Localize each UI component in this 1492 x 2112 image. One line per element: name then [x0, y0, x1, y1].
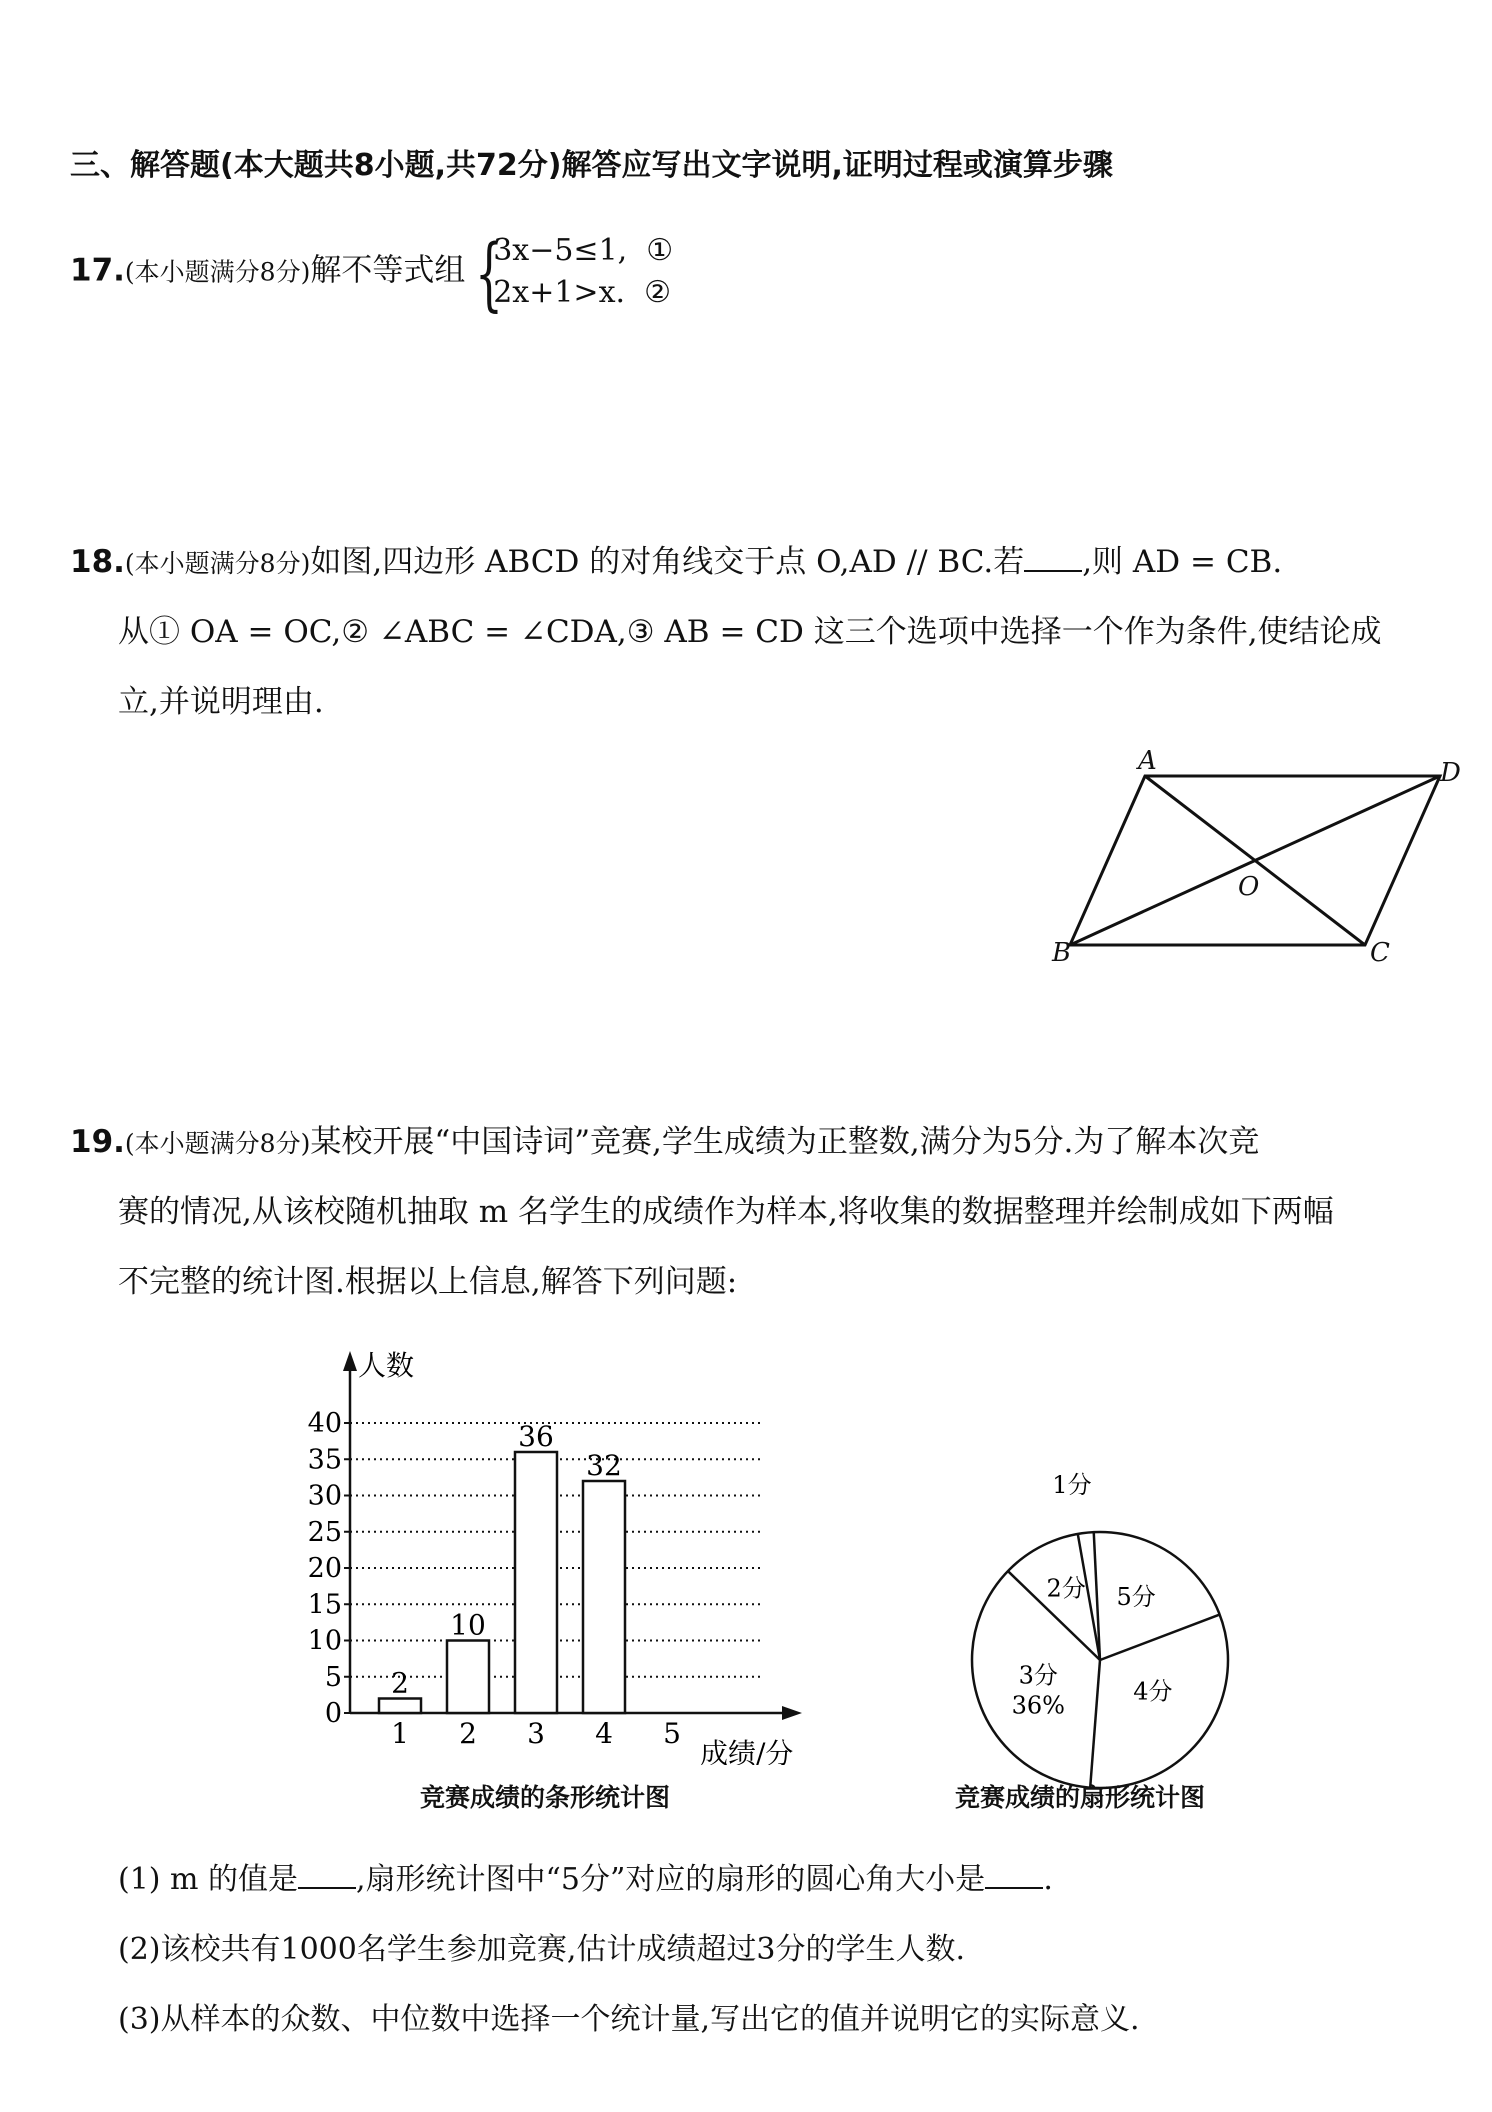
- x-tick-label: 2: [459, 1717, 477, 1750]
- y-tick-label: 20: [307, 1553, 342, 1584]
- bar: [447, 1641, 489, 1714]
- inequality-2-expr: 2x+1>x.: [493, 275, 626, 310]
- bar-value-label: 10: [450, 1608, 486, 1642]
- sub-1-text-a: (1) m 的值是: [118, 1862, 299, 1897]
- question-prompt: 解不等式组: [310, 252, 466, 289]
- slice-percent-label: 36%: [1011, 1691, 1065, 1720]
- y-tick-label: 25: [307, 1516, 342, 1548]
- bar-value-label: 32: [586, 1449, 622, 1482]
- question-number: 17.: [70, 252, 125, 289]
- y-axis-label: 人数: [358, 1349, 415, 1382]
- inequality-1: [493, 230, 673, 272]
- q18-text-2: 从① OA = OC,② ∠ABC = ∠CDA,③ AB = CD 这三个选项中选择一个作为条件,使结论成: [118, 614, 1382, 650]
- x-axis-label: 成绩/分: [700, 1737, 794, 1765]
- slice-label: 3分: [1018, 1661, 1058, 1690]
- y-tick-label: 0: [324, 1698, 342, 1729]
- y-tick-label: 40: [307, 1408, 342, 1439]
- bar: [379, 1699, 421, 1714]
- y-tick-label: 35: [307, 1444, 342, 1476]
- inequality-1-mark: ①: [646, 233, 674, 268]
- brace-symbol: {: [475, 227, 504, 320]
- question-number: 19.: [70, 1124, 125, 1160]
- slice-label: 2分: [1046, 1574, 1086, 1603]
- y-tick-label: 10: [307, 1625, 342, 1657]
- sub-1-text-b: ,扇形统计图中“5分”对应的扇形的圆心角大小是: [356, 1862, 986, 1897]
- diagonal-bd: [1070, 776, 1440, 945]
- q19-text-3: 不完整的统计图.根据以上信息,解答下列问题:: [118, 1264, 738, 1300]
- q18-text-3: 立,并说明理由.: [118, 684, 324, 720]
- question-score: (本小题满分8分): [124, 1129, 311, 1158]
- sub-1-text-c: .: [1043, 1862, 1053, 1897]
- bar-chart: [290, 1345, 830, 1765]
- sub-question-2: (2)该校共有1000名学生参加竞赛,估计成绩超过3分的学生人数.: [118, 1932, 966, 1967]
- vertex-label-b: B: [1052, 938, 1072, 968]
- bar: [515, 1452, 557, 1713]
- question-score: (本小题满分8分): [124, 257, 311, 287]
- vertex-label-c: C: [1370, 938, 1390, 968]
- slice-label: 4分: [1133, 1677, 1173, 1706]
- x-tick-label: 3: [527, 1717, 545, 1750]
- vertex-label-d: D: [1440, 758, 1461, 788]
- point-label-o: O: [1238, 872, 1260, 902]
- y-tick-label: 30: [307, 1480, 342, 1512]
- answer-blank[interactable]: [1024, 544, 1082, 572]
- sub-question-1: [118, 1850, 1053, 1910]
- inequality-1-expr: 3x−5≤1,: [493, 233, 628, 268]
- x-tick-label: 1: [391, 1717, 409, 1750]
- bar: [583, 1481, 625, 1713]
- x-tick-label: 5: [663, 1717, 681, 1750]
- vertex-label-a: A: [1138, 746, 1157, 776]
- x-tick-label: 4: [595, 1717, 613, 1750]
- inequality-2-mark: ②: [644, 275, 672, 310]
- y-axis-arrow: [343, 1351, 357, 1371]
- question-18: [70, 530, 1282, 596]
- pie-chart: [940, 1460, 1260, 1790]
- q18-text-1a: 如图,四边形 ABCD 的对角线交于点 O,AD // BC.若: [310, 544, 1025, 580]
- pie-chart-title: 竞赛成绩的扇形统计图: [955, 1783, 1206, 1812]
- answer-blank-m[interactable]: [298, 1861, 356, 1889]
- bar-value-label: 36: [518, 1420, 554, 1453]
- question-19: [70, 1110, 1259, 1176]
- x-axis-arrow: [782, 1706, 802, 1720]
- q19-text-2: 赛的情况,从该校随机抽取 m 名学生的成绩作为样本,将收集的数据整理并绘制成如下两幅: [118, 1194, 1334, 1230]
- slice-label: 1分: [1052, 1471, 1092, 1500]
- question-score: (本小题满分8分): [124, 549, 311, 578]
- parallelogram-diagram: [1040, 740, 1470, 980]
- y-tick-label: 15: [307, 1589, 342, 1621]
- inequality-system: [475, 227, 674, 320]
- sub-question-3: (3)从样本的众数、中位数中选择一个统计量,写出它的值并说明它的实际意义.: [118, 2002, 1140, 2037]
- section-title: 三、解答题(本大题共8小题,共72分)解答应写出文字说明,证明过程或演算步骤: [70, 148, 1113, 183]
- q18-text-1b: ,则 AD = CB.: [1082, 544, 1283, 580]
- bar-value-label: 2: [391, 1666, 409, 1700]
- y-tick-label: 5: [324, 1661, 342, 1693]
- slice-label: 5分: [1116, 1582, 1156, 1611]
- inequality-2: [493, 272, 673, 314]
- bar-chart-title: 竞赛成绩的条形统计图: [420, 1783, 671, 1812]
- question-17: [70, 227, 674, 320]
- question-number: 18.: [70, 544, 125, 580]
- answer-blank-angle[interactable]: [985, 1861, 1043, 1889]
- q19-text-1: 某校开展“中国诗词”竞赛,学生成绩为正整数,满分为5分.为了解本次竞: [310, 1124, 1260, 1160]
